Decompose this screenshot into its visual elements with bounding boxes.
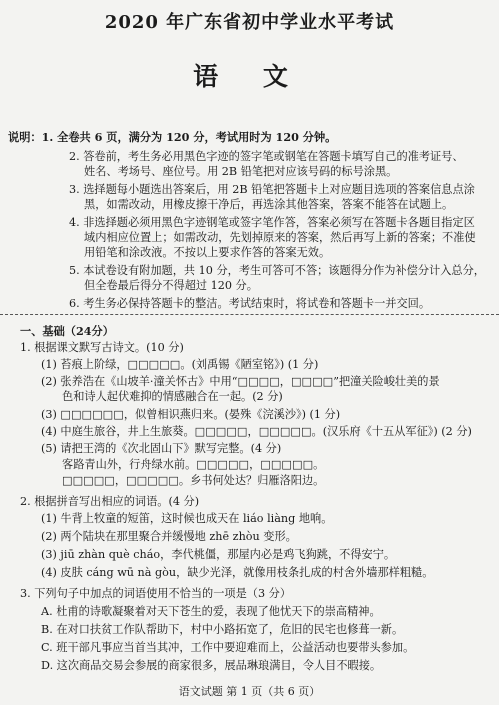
- q1-item-4: (4) 中庭生旅谷，井上生旅葵。□□□□□，□□□□□。(汉乐府《十五从军征》) (2 分): [41, 425, 472, 438]
- instruction-1: 说明：1. 全卷共 6 页，满分为 120 分，考试用时为 120 分钟。: [8, 130, 337, 144]
- exam-title: 2020 年广东省初中学业水平考试: [104, 12, 395, 33]
- instruction-4-cont2: 用铅笔和涂改液。不按以上要求作答的答案无效。: [84, 246, 331, 259]
- instruction-3-cont: 黑，如需改动，用橡皮擦干净后，再选涂其他答案，答案不能答在试题上。: [84, 198, 454, 211]
- q1-stem: 1. 根据课文默写古诗文。(10 分): [20, 341, 184, 354]
- q3-stem: 3. 下列句子中加点的词语使用不恰当的一项是（3 分）: [20, 587, 292, 600]
- q1-item-3: (3) □□□□□□，似曾相识燕归来。(晏殊《浣溪沙》) (1 分): [41, 408, 341, 421]
- q2-item-4: (4) 皮肤 cáng wū nà gòu，缺少光泽，就像用枝条扎成的村舍外墙那样粗糙。: [41, 566, 434, 579]
- q1-poem-line-1: 客路青山外，行舟绿水前。□□□□□，□□□□□。: [62, 458, 325, 471]
- instruction-2-cont: 姓名、考场号、座位号。用 2B 铅笔把对应该号码的标号涂黑。: [84, 165, 398, 178]
- q2-stem: 2. 根据拼音写出相应的词语。(4 分): [20, 495, 200, 508]
- q1-item-2: (2) 张养浩在《山坡羊·潼关怀古》中用“□□□□，□□□□”把潼关险峻壮美的景: [41, 375, 440, 388]
- page-footer: 语文试题 第 1 页（共 6 页）: [178, 685, 321, 698]
- q2-item-3: (3) jiū zhàn què cháo，李代桃僵，那屋内必是鸡飞狗跳，不得安宁。: [41, 548, 396, 561]
- instruction-6: 6. 考生务必保持答题卡的整洁。考试结束时，将试卷和答题卡一并交回。: [69, 297, 431, 310]
- q2-item-1: (1) 牛背上牧童的短笛，这时候也成天在 liáo liàng 地响。: [41, 512, 333, 525]
- instruction-4-cont: 域内相应位置上；如需改动，先划掉原来的答案，然后再写上新的答案；不准使: [84, 231, 476, 244]
- q1-item-2-cont: 色和诗人起伏难抑的情感融合在一起。(2 分): [62, 390, 283, 403]
- q1-item-5: (5) 请把王湾的《次北固山下》默写完整。(4 分): [41, 442, 282, 455]
- q3-option-b: B. 在对口扶贫工作队帮助下，村中小路拓宽了，危旧的民宅也修葺一新。: [41, 623, 404, 636]
- q1-item-1: (1) 苔痕上阶绿，□□□□□。(刘禹锡《陋室铭》) (1 分): [41, 358, 319, 371]
- q2-item-2: (2) 两个陆块在那里聚合并缓慢地 zhē zhòu 变形。: [41, 530, 297, 543]
- instruction-3: 3. 选择题每小题选出答案后，用 2B 铅笔把答题卡上对应题目选项的答案信息点涂: [69, 183, 475, 196]
- q3-option-c: C. 班干部凡事应当首当其冲，工作中要迎难而上，公益活动也要带头参加。: [41, 641, 415, 654]
- instruction-4: 4. 非选择题必须用黑色字迹钢笔或签字笔作答，答案必须写在答题卡各题目指定区: [69, 216, 475, 229]
- q3-option-d: D. 这次商品交易会参展的商家很多，展品琳琅满目，令人目不暇接。: [41, 659, 382, 672]
- q1-poem-line-2: □□□□□，□□□□□。乡书何处达？归雁洛阳边。: [62, 474, 325, 487]
- q3-option-a: A. 杜甫的诗歌凝聚着对天下苍生的爱，表现了他忧天下的崇高精神。: [41, 605, 381, 618]
- instruction-5: 5. 本试卷设有附加题，共 10 分，考生可答可不答；该题得分作为补偿分计入总分，: [69, 264, 485, 277]
- section-title: 一、基础（24分）: [20, 324, 114, 338]
- subject-title: 语 文: [193, 62, 306, 91]
- instruction-5-cont: 但全卷最后得分不得超过 120 分。: [84, 279, 258, 292]
- separator-line: [0, 314, 499, 315]
- instruction-2: 2. 答卷前，考生务必用黑色字迹的签字笔或钢笔在答题卡填写自己的准考证号、: [69, 150, 464, 163]
